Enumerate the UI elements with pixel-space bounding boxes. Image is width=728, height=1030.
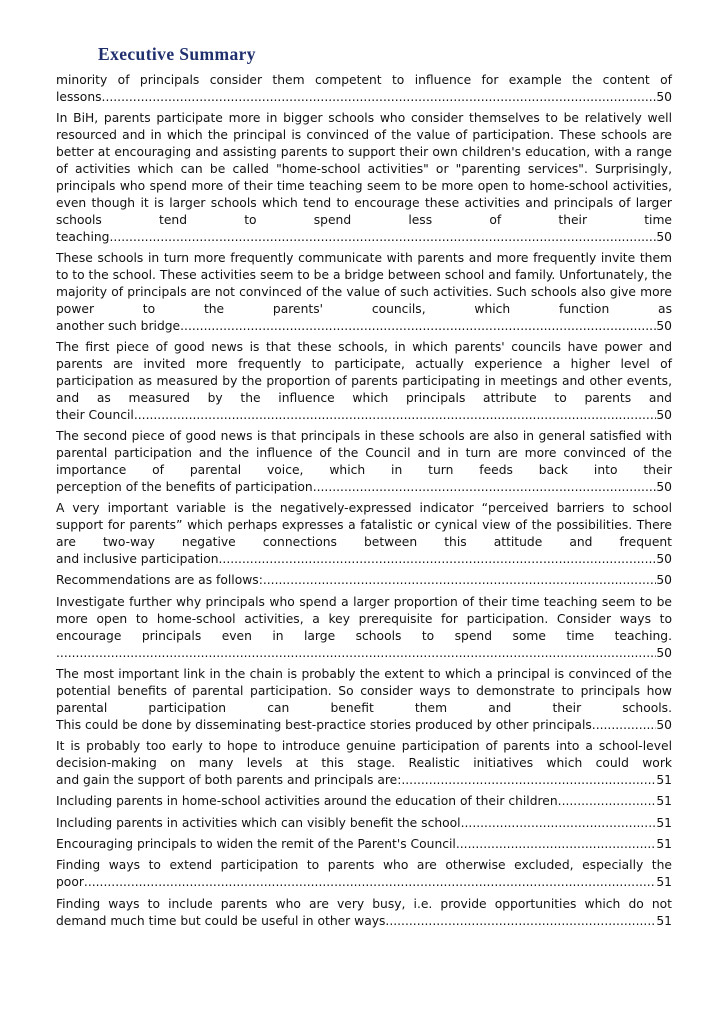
toc-entry-text-end: This could be done by disseminating best-practice stories produced by other principals [56, 717, 592, 732]
toc-entry-text-end: and inclusive participation. [56, 551, 223, 566]
toc-entry-final-line [56, 551, 672, 568]
toc-entry[interactable] [56, 572, 672, 589]
page-number: 50 [656, 717, 672, 732]
toc-entry-text: These schools in turn more frequently communicate with parents and more frequently invite them to to the school. These activities seem to be a bridge between school and family. Unfortunately, the majority of principals are not convinced of the value of such activities. Such schools also give more power to the parents' councils, which function as [56, 251, 672, 316]
toc-entry-text: The first piece of good news is that these schools, in which parents' councils have power and parents are invited more frequently to participate, actually experience a higher level of participation as measured by the proportion of parents participating in meetings and other events, and as measured by the influence which principals attribute to parents and [56, 340, 672, 405]
toc-entry-final-line [56, 836, 672, 853]
toc-entry[interactable] [56, 836, 672, 853]
toc-entry[interactable] [56, 738, 672, 789]
toc-entry-final-line [56, 717, 672, 734]
toc-entry-text-end: Recommendations are as follows: [56, 573, 263, 588]
page-number: 50 [656, 573, 672, 588]
dot-leader [184, 318, 656, 335]
toc-entry-text: minority of principals consider them competent to influence for example the content of [56, 73, 672, 87]
toc-page [56, 44, 672, 934]
page-number: 50 [656, 645, 672, 660]
dot-leader [592, 717, 657, 734]
toc-entry-text-end: Encouraging principals to widen the remit of the Parent's Council [56, 837, 456, 852]
toc-list [56, 72, 672, 930]
toc-entry[interactable] [56, 793, 672, 810]
toc-entry[interactable] [56, 110, 672, 245]
toc-entry-final-line [56, 479, 672, 496]
toc-entry-text-end: perception of the benefits of participation [56, 479, 313, 494]
dot-leader [263, 572, 657, 589]
page-number: 50 [656, 318, 672, 333]
toc-entry[interactable] [56, 896, 672, 930]
toc-entry-text: The most important link in the chain is probably the extent to which a principal is convinced of the potential benefits of parental participation. So consider ways to demonstrate to principals how parental participation can benefit them and their schools. [56, 666, 672, 715]
toc-entry-text: A very important variable is the negatively-expressed indicator “perceived barriers to school support for parents” which perhaps expresses a fatalistic or cynical view of the possibilities. There are two-way negative connections between this attitude and frequent [56, 501, 672, 550]
toc-entry[interactable] [56, 500, 672, 568]
page-number: 51 [656, 794, 672, 809]
dot-leader [456, 836, 656, 853]
toc-entry-text-end: poor [56, 875, 84, 890]
page-number: 50 [656, 229, 672, 244]
page-number: 50 [656, 551, 672, 566]
toc-entry-text-end: lessons [56, 89, 102, 104]
toc-entry-text: Finding ways to extend participation to parents who are otherwise excluded, especially the [56, 858, 672, 873]
toc-entry-final-line [56, 913, 672, 930]
dot-leader [401, 772, 656, 789]
toc-entry-text-end: Including parents in home-school activities around the education of their children [56, 794, 558, 809]
toc-entry-text: It is probably too early to hope to introduce genuine participation of parents into a school-level decision-making on many levels at this stage. Realistic initiatives which could work [56, 739, 672, 770]
page-number: 51 [656, 815, 672, 830]
dot-leader [84, 874, 656, 891]
dot-leader [461, 815, 657, 832]
toc-entry-text: In BiH, parents participate more in bigger schools who consider themselves to be relatively well resourced and in which the principal is convinced of the value of participation. These schools are better at encouraging and assisting parents to support their own children's education, with a range of activities which can be called "home-school activities" or "parenting services". Surprisingly, principals who spend more of their time teaching seem to be more open to home-school activities, even though it is larger schools which tend to encourage these activities and principals of larger schools tend to spend less of their time [56, 111, 672, 227]
toc-entry-final-line [56, 229, 672, 246]
toc-entry-final-line [56, 572, 672, 589]
toc-entry-final-line [56, 645, 672, 662]
page-number: 50 [656, 89, 672, 104]
dot-leader [558, 793, 657, 810]
page-number: 51 [656, 913, 672, 928]
toc-entry[interactable] [56, 857, 672, 891]
dot-leader [385, 913, 656, 930]
page-number: 50 [656, 407, 672, 422]
toc-entry-text: Finding ways to include parents who are very busy, i.e. provide opportunities which do not [56, 896, 672, 911]
toc-entry-final-line [56, 318, 672, 335]
page-number: 51 [656, 837, 672, 852]
toc-entry-final-line [56, 407, 672, 424]
page-title: Executive Summary [98, 44, 256, 64]
page-number: 51 [656, 772, 672, 787]
dot-leader [222, 551, 656, 568]
toc-entry-text-end: and gain the support of both parents and principals are: [56, 772, 402, 787]
page-number: 51 [656, 875, 672, 890]
dot-leader [102, 89, 657, 106]
toc-entry-text-end: their Council [56, 407, 134, 422]
toc-entry-text-end: Including parents in activities which can visibly benefit the school [56, 815, 461, 830]
toc-entry[interactable] [56, 594, 672, 662]
toc-entry-text-end: teaching [56, 229, 110, 244]
dot-leader [110, 229, 657, 246]
toc-entry[interactable] [56, 428, 672, 496]
toc-entry-final-line [56, 815, 672, 832]
toc-entry-final-line [56, 874, 672, 891]
toc-entry[interactable] [56, 72, 672, 106]
dot-leader [134, 407, 656, 424]
toc-entry[interactable] [56, 339, 672, 424]
toc-entry[interactable] [56, 250, 672, 335]
toc-entry[interactable] [56, 815, 672, 832]
toc-entry-text: The second piece of good news is that principals in these schools are also in general satisfied with parental participation and the influence of the Council and in turn are more convinced of the importance of parental voice, which in turn feeds back into their [56, 429, 672, 477]
dot-leader [56, 645, 656, 662]
page-number: 50 [656, 479, 672, 494]
toc-entry[interactable] [56, 666, 672, 734]
toc-entry-final-line [56, 793, 672, 810]
toc-entry-text: Investigate further why principals who spend a larger proportion of their time teaching seem to be more open to home-school activities, a key prerequisite for participation. Consider ways to encourage principals even in large schools to spend some time teaching. [56, 594, 672, 643]
toc-entry-final-line [56, 89, 672, 106]
dot-leader [313, 479, 657, 496]
toc-entry-text-end: demand much time but could be useful in other ways [56, 913, 386, 928]
toc-entry-final-line [56, 772, 672, 789]
toc-entry-text-end: another such bridge. [56, 318, 185, 333]
